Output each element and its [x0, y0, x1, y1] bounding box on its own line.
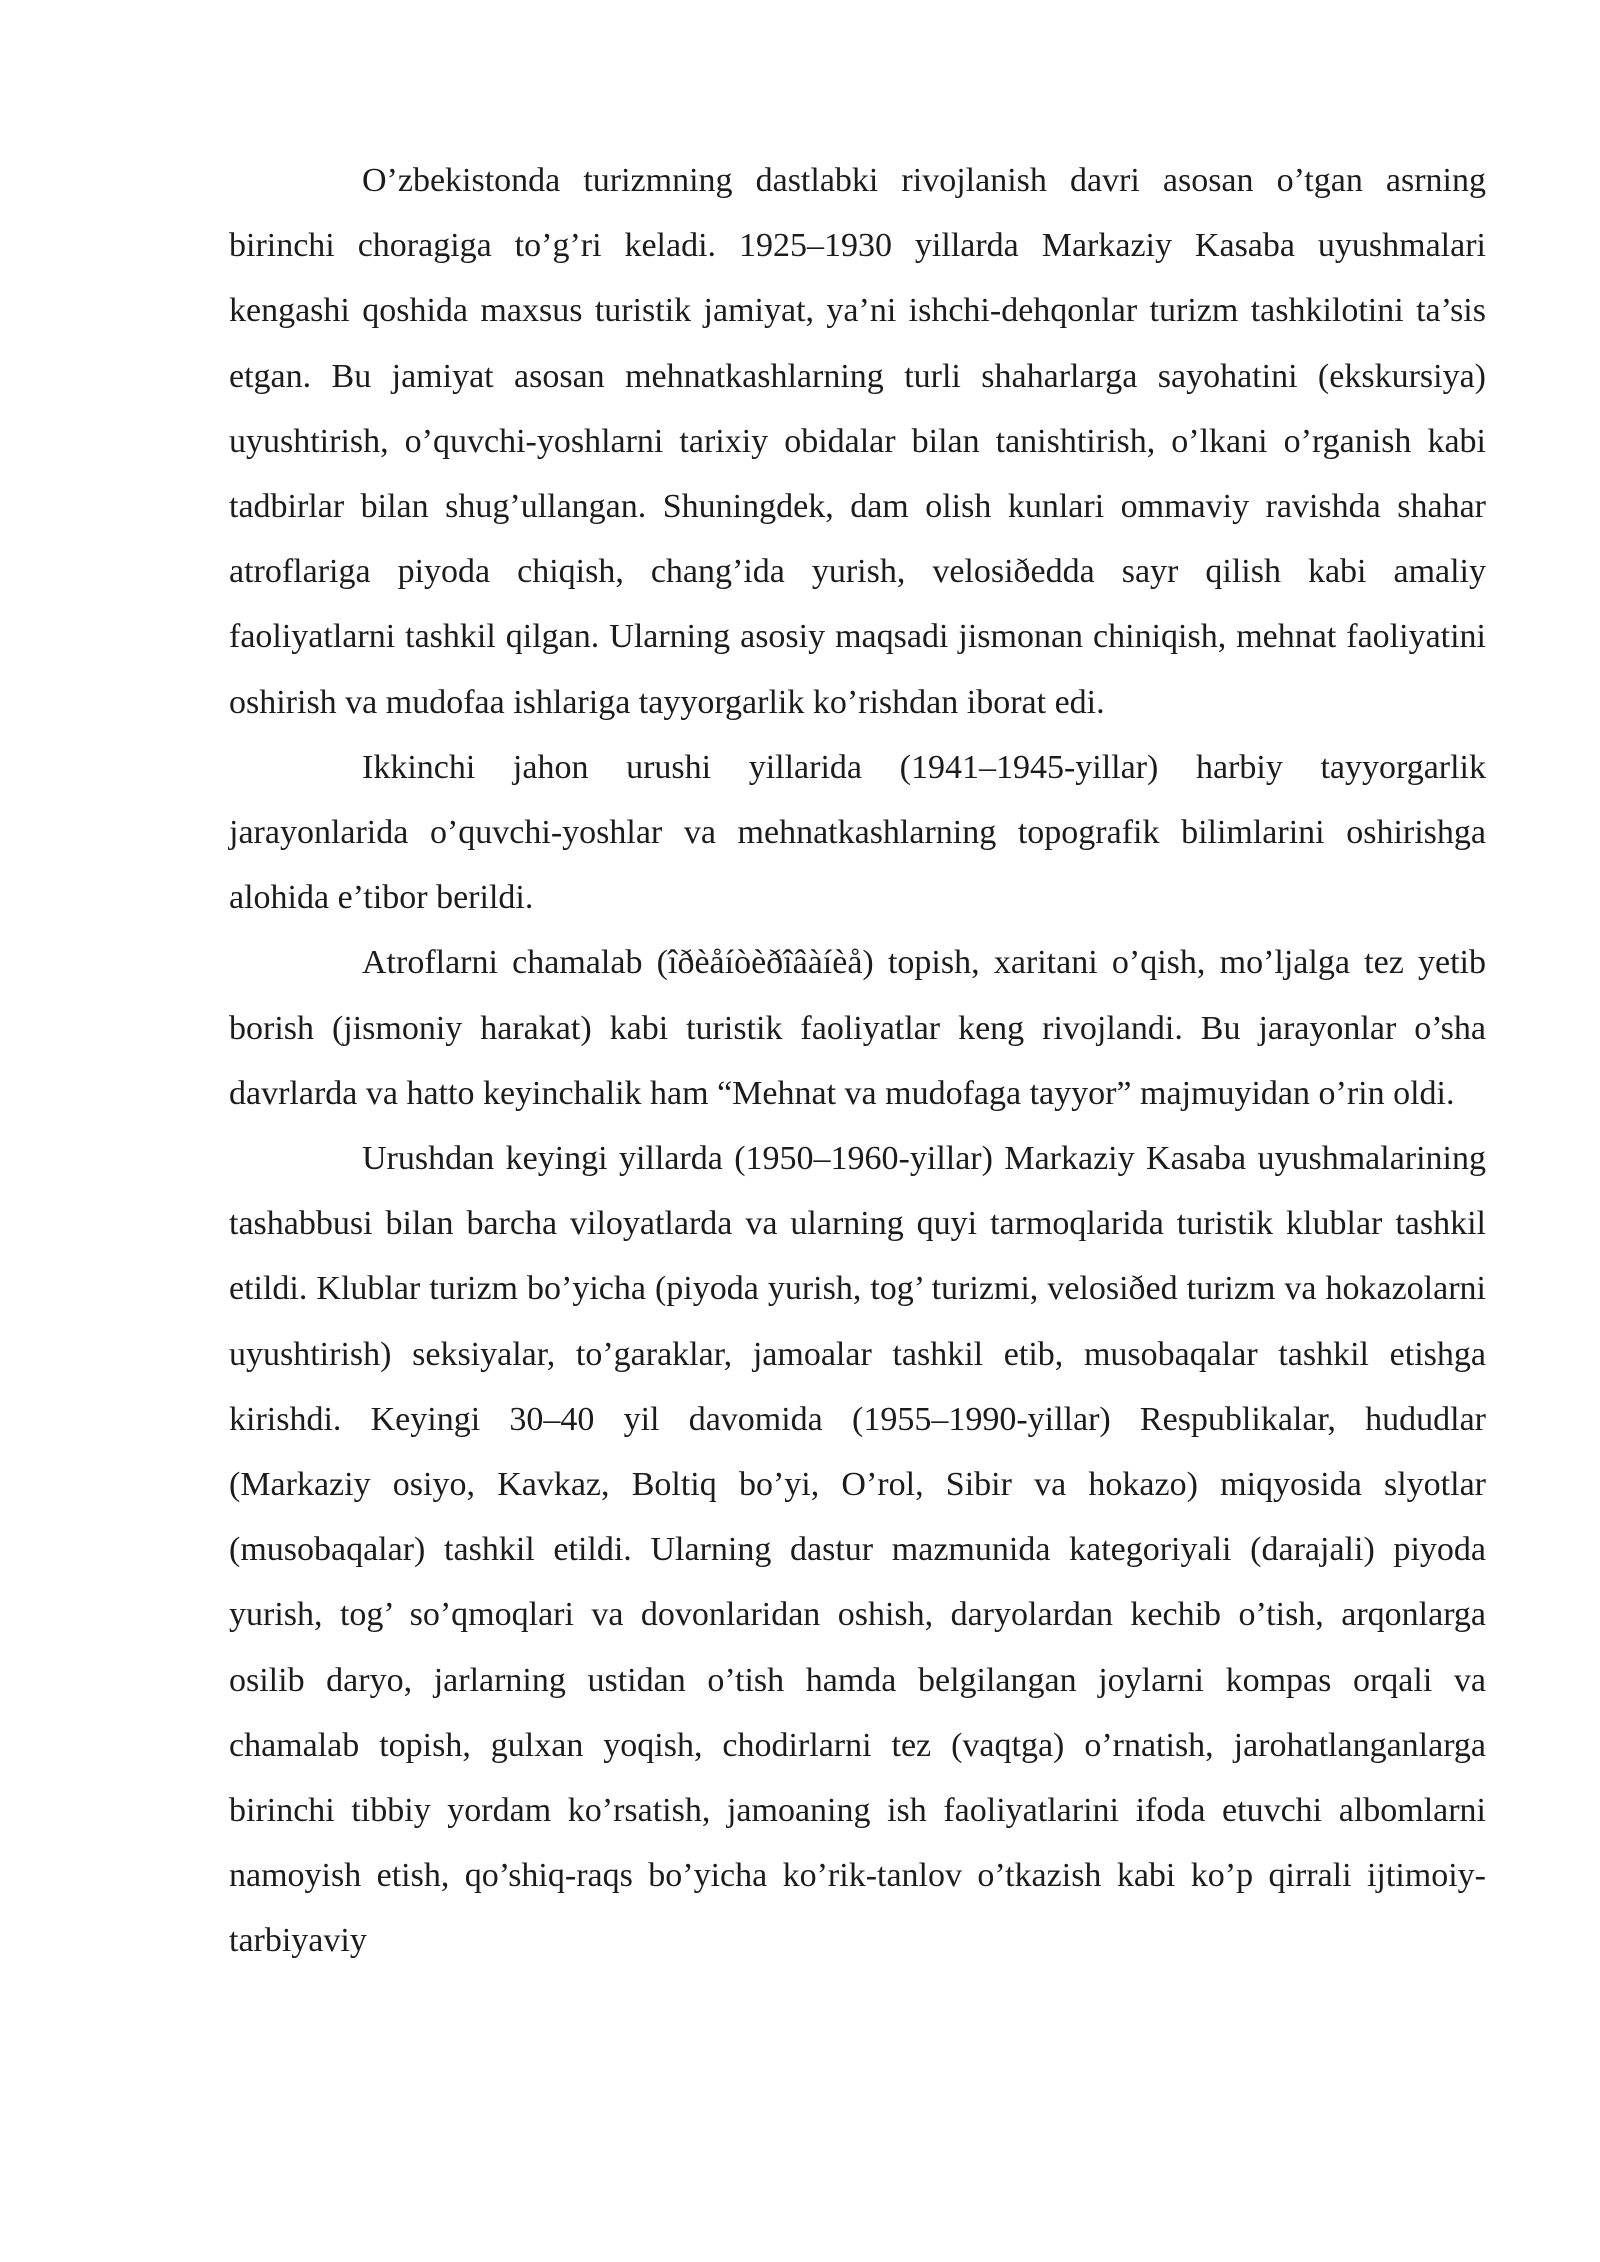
document-body	[229, 148, 1486, 1974]
paragraph: O’zbekistonda turizmning dastlabki rivojlanish davri asosan o’tgan asrning birinchi choragiga to’g’ri keladi. 1925–1930 yillarda Markaziy Kasaba uyushmalari kengashi qoshida maxsus turistik jamiyat, ya’ni ishchi-dehqonlar turizm tashkilotini ta’sis etgan. Bu jamiyat asosan mehnatkashlarning turli shaharlarga sayohatini (ekskursiya) uyushtirish, o’quvchi-yoshlarni tarixiy obidalar bilan tanishtirish, o’lkani o’rganish kabi tadbirlar bilan shug’ullangan. Shuningdek, dam olish kunlari ommaviy ravishda shahar atroflariga piyoda chiqish, chang’ida yurish, velosiðedda sayr qilish kabi amaliy faoliyatlarni tashkil qilgan. Ularning asosiy maqsadi jismonan chiniqish, mehnat faoliyatini oshirish va mudofaa ishlariga tayyorgarlik ko’rishdan iborat edi.	[229, 162, 1486, 721]
paragraph: Urushdan keyingi yillarda (1950–1960-yillar) Markaziy Kasaba uyushmalarining tashabbusi bilan barcha viloyatlarda va ularning quyi tarmoqlarida turistik klublar tashkil etildi. Klublar turizm bo’yicha (piyoda yurish, tog’ turizmi, velosiðed turizm va hokazolarni uyushtirish) seksiyalar, to’garaklar, jamoalar tashkil etib, musobaqalar tashkil etishga kirishdi. Keyingi 30–40 yil davomida (1955–1990-yillar) Respublikalar, hududlar (Markaziy osiyo, Kavkaz, Boltiq bo’yi, O’rol, Sibir va hokazo) miqyosida slyotlar (musobaqalar) tashkil etildi. Ularning dastur mazmunida kategoriyali (darajali) piyoda yurish, tog’ so’qmoqlari va dovonlaridan oshish, daryolardan kechib o’tish, arqonlarga osilib daryo, jarlarning ustidan o’tish hamda belgilangan joylarni kompas orqali va chamalab topish, gulxan yoqish, chodirlarni tez (vaqtga) o’rnatish, jarohatlanganlarga birinchi tibbiy yordam ko’rsatish, jamoaning ish faoliyatlarini ifoda etuvchi albomlarni namoyish etish, qo’shiq-raqs bo’yicha ko’rik-tanlov o’tkazish kabi ko’p qirrali ijtimoiy-tarbiyaviy	[229, 1140, 1486, 1960]
paragraph: Atroflarni chamalab (îðèåíòèðîâàíèå) topish, xaritani o’qish, mo’ljalga tez yetib borish (jismoniy harakat) kabi turistik faoliyatlar keng rivojlandi. Bu jarayonlar o’sha davrlarda va hatto keyinchalik ham “Mehnat va mudofaga tayyor” majmuyidan o’rin oldi.	[229, 944, 1486, 1112]
paragraph: Ikkinchi jahon urushi yillarida (1941–1945-yillar) harbiy tayyorgarlik jarayonlarida o’quvchi-yoshlar va mehnatkashlarning topografik bilimlarini oshirishga alohida e’tibor berildi.	[229, 748, 1486, 917]
